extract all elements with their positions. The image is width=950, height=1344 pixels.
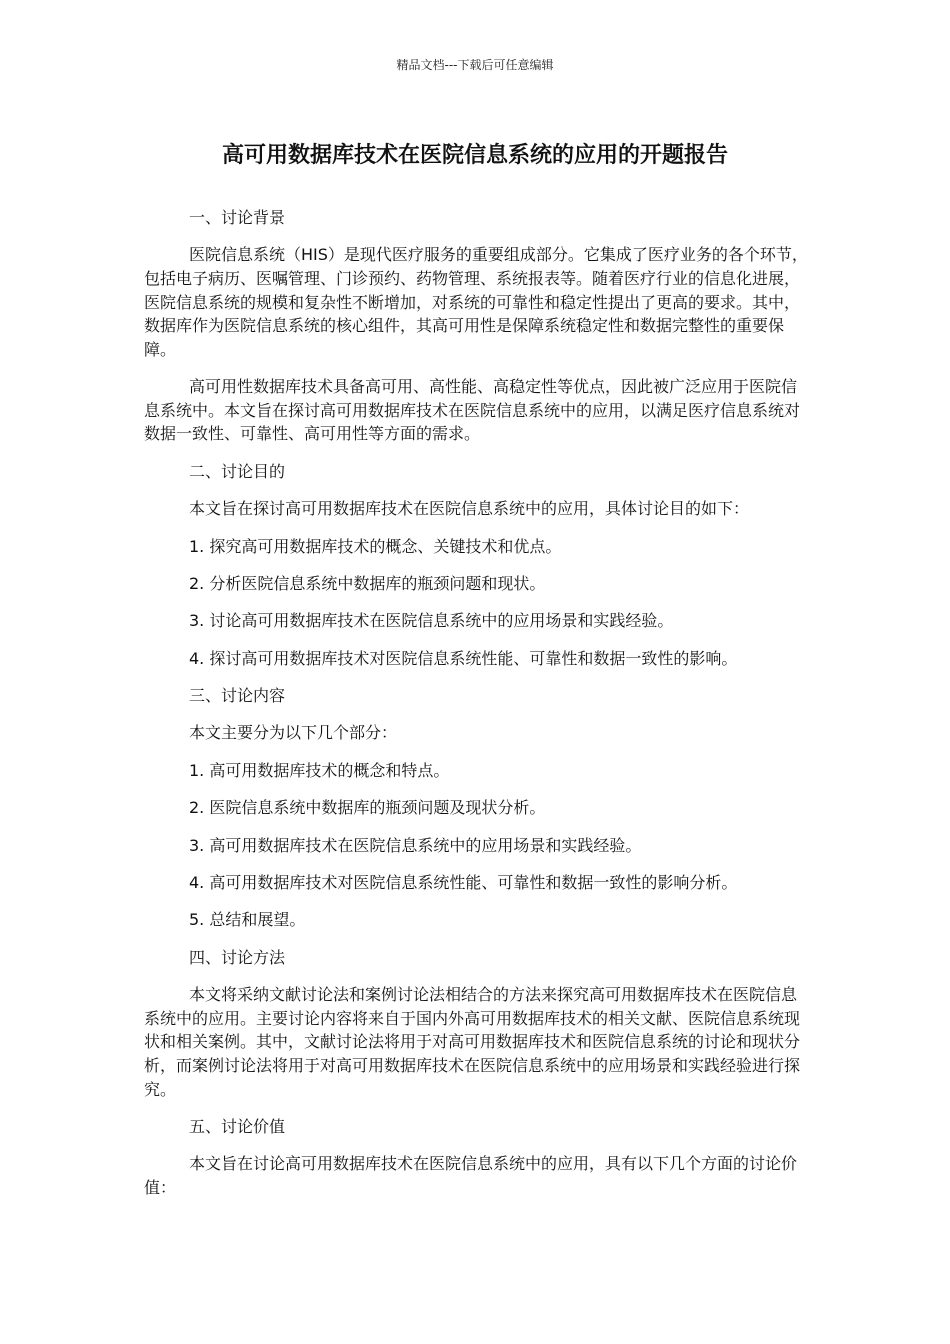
background-paragraph-1: 医院信息系统（HIS）是现代医疗服务的重要组成部分。它集成了医疗业务的各个环节，包括电子病历、医嘱管理、门诊预约、药物管理、系统报表等。随着医疗行业的信息化进展，医院信息系统的规模和复杂性不断增加，对系统的可靠性和稳定性提出了更高的要求。其中，数据库作为医院信息系统的核心组件，其高可用性是保障系统稳定性和数据完整性的重要保障。 xyxy=(144,245,808,359)
section-heading-purpose: 二、讨论目的 xyxy=(189,461,286,481)
list-item: 2. 医院信息系统中数据库的瓶颈问题及现状分析。 xyxy=(189,798,546,818)
section-heading-background: 一、讨论背景 xyxy=(189,208,286,227)
list-item: 1. 探究高可用数据库技术的概念、关键技术和优点。 xyxy=(189,536,562,556)
value-paragraph: 本文旨在讨论高可用数据库技术在医院信息系统中的应用，具有以下几个方面的讨论价值： xyxy=(144,1154,798,1197)
background-paragraph-2: 高可用性数据库技术具备高可用、高性能、高稳定性等优点，因此被广泛应用于医院信息系统中。本文旨在探讨高可用数据库技术在医院信息系统中的应用，以满足医疗信息系统对数据一致性、可靠性、高可用性等方面的需求。 xyxy=(144,377,801,444)
page-header: 精品文档---下载后可任意编辑 xyxy=(396,58,554,72)
section-heading-method: 四、讨论方法 xyxy=(189,947,286,967)
list-item: 3. 讨论高可用数据库技术在医院信息系统中的应用场景和实践经验。 xyxy=(189,611,674,631)
list-item: 2. 分析医院信息系统中数据库的瓶颈问题和现状。 xyxy=(189,573,546,593)
list-item: 5. 总结和展望。 xyxy=(189,910,306,930)
list-item: 3. 高可用数据库技术在医院信息系统中的应用场景和实践经验。 xyxy=(189,835,642,855)
list-item: 4. 探讨高可用数据库技术对医院信息系统性能、可靠性和数据一致性的影响。 xyxy=(189,648,738,668)
document-body xyxy=(144,206,808,1213)
section-heading-value: 五、讨论价值 xyxy=(189,1116,286,1136)
purpose-intro: 本文旨在探讨高可用数据库技术在医院信息系统中的应用，具体讨论目的如下： xyxy=(189,499,750,519)
list-item: 4. 高可用数据库技术对医院信息系统性能、可靠性和数据一致性的影响分析。 xyxy=(189,873,738,893)
method-paragraph: 本文将采纳文献讨论法和案例讨论法相结合的方法来探究高可用数据库技术在医院信息系统中的应用。主要讨论内容将来自于国内外高可用数据库技术的相关文献、医院信息系统现状和相关案例。其中，文献讨论法将用于对高可用数据库技术和医院信息系统的讨论和现状分析，而案例讨论法将用于对高可用数据库技术在医院信息系统中的应用场景和实践经验进行探究。 xyxy=(144,985,801,1099)
section-heading-content: 三、讨论内容 xyxy=(189,686,286,706)
document-title: 高可用数据库技术在医院信息系统的应用的开题报告 xyxy=(221,143,728,168)
list-item: 1. 高可用数据库技术的概念和特点。 xyxy=(189,760,450,780)
content-intro: 本文主要分为以下几个部分： xyxy=(189,723,398,743)
